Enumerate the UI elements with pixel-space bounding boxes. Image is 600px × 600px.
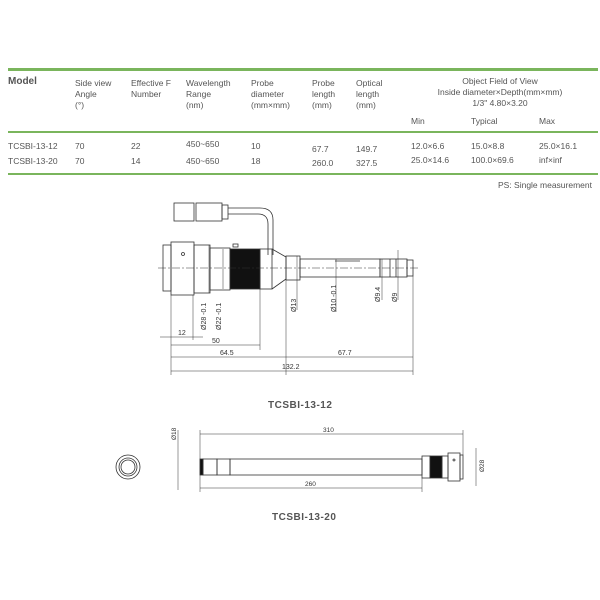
header-fov — [400, 76, 600, 109]
header-fov-min: Min — [411, 116, 425, 126]
header-fnumber-line1: Effective F — [131, 78, 171, 88]
svg-text:Ø9: Ø9 — [392, 292, 399, 302]
row2-probe-diameter: 18 — [251, 156, 261, 166]
table-bottom-rule — [8, 173, 598, 175]
drawing-tcsbi-13-12 — [0, 190, 600, 400]
svg-text:50: 50 — [212, 338, 220, 345]
header-fov-subtitle: Inside diameter×Depth(mm×mm) — [437, 87, 563, 97]
header-probe-diameter — [251, 78, 290, 111]
header-wavelength — [186, 78, 231, 111]
row1-optical-length: 149.7 — [356, 144, 378, 154]
header-fnumber-line2: Number — [131, 89, 162, 99]
row1-fov-typical: 15.0×8.8 — [471, 141, 505, 151]
caption-tcsbi-13-12: TCSBI-13-12 — [268, 400, 333, 411]
table-note: PS: Single measurement — [497, 180, 592, 190]
row2-fnumber: 14 — [131, 156, 141, 166]
svg-text:310: 310 — [323, 427, 334, 434]
row1-model: TCSBI-13-12 — [8, 141, 58, 151]
svg-text:Ø18: Ø18 — [171, 427, 178, 440]
header-optical-length-line3: (mm) — [356, 100, 376, 110]
svg-text:Ø13: Ø13 — [291, 298, 298, 312]
svg-text:64.5: 64.5 — [220, 350, 234, 357]
svg-text:Ø22 -0.1: Ø22 -0.1 — [216, 302, 223, 330]
row1-probe-diameter: 10 — [251, 141, 261, 151]
header-angle-line3: (°) — [75, 100, 85, 110]
row2-angle: 70 — [75, 156, 85, 166]
header-optical-length — [356, 78, 382, 111]
header-wavelength-line3: (nm) — [186, 100, 204, 110]
header-wavelength-line1: Wavelength — [186, 78, 231, 88]
table-header-rule — [8, 131, 598, 133]
table-top-rule — [8, 68, 598, 71]
header-probe-diameter-line2: diameter — [251, 89, 285, 99]
svg-text:12: 12 — [178, 330, 186, 337]
row1-fov-min: 12.0×6.6 — [411, 141, 445, 151]
row2-fov-max: inf×inf — [539, 155, 562, 165]
caption-tcsbi-13-20: TCSBI-13-20 — [272, 512, 337, 523]
svg-text:Ø28 -0.1: Ø28 -0.1 — [201, 302, 208, 330]
header-fov-max: Max — [539, 116, 556, 126]
row1-fov-max: 25.0×16.1 — [539, 141, 578, 151]
row2-fov-min: 25.0×14.6 — [411, 155, 450, 165]
svg-text:132.2: 132.2 — [282, 364, 300, 371]
header-model: Model — [8, 76, 37, 87]
row2-fov-typical: 100.0×69.6 — [471, 155, 514, 165]
svg-text:260: 260 — [305, 481, 316, 488]
row2-wavelength: 450~650 — [186, 156, 220, 166]
row1-fnumber: 22 — [131, 141, 141, 151]
row1-wavelength: 450~650 — [186, 139, 220, 149]
header-probe-length-line1: Probe — [312, 78, 335, 88]
header-fov-sensor: 1/3" 4.80×3.20 — [472, 98, 528, 108]
header-angle-line1: Side view — [75, 78, 112, 88]
row1-angle: 70 — [75, 141, 85, 151]
row2-probe-length: 260.0 — [312, 158, 334, 168]
svg-text:67.7: 67.7 — [338, 350, 352, 357]
header-angle — [75, 78, 111, 111]
header-probe-length-line3: (mm) — [312, 100, 332, 110]
header-angle-line2: Angle — [75, 89, 97, 99]
svg-text:Ø9.4: Ø9.4 — [375, 286, 382, 302]
header-optical-length-line1: Optical — [356, 78, 383, 88]
row2-model: TCSBI-13-20 — [8, 156, 58, 166]
drawing-tcsbi-13-20 — [0, 420, 600, 510]
svg-text:Ø10 -0.1: Ø10 -0.1 — [331, 284, 338, 312]
header-probe-length — [312, 78, 335, 111]
header-fov-typical: Typical — [471, 116, 498, 126]
header-probe-length-line2: length — [312, 89, 336, 99]
header-wavelength-line2: Range — [186, 89, 212, 99]
row1-probe-length: 67.7 — [312, 144, 329, 154]
header-fnumber — [131, 78, 171, 100]
header-fov-title: Object Field of View — [462, 76, 538, 86]
header-probe-diameter-line3: (mm×mm) — [251, 100, 290, 110]
header-optical-length-line2: length — [356, 89, 380, 99]
row2-optical-length: 327.5 — [356, 158, 378, 168]
header-probe-diameter-line1: Probe — [251, 78, 274, 88]
svg-text:Ø28: Ø28 — [479, 459, 486, 472]
